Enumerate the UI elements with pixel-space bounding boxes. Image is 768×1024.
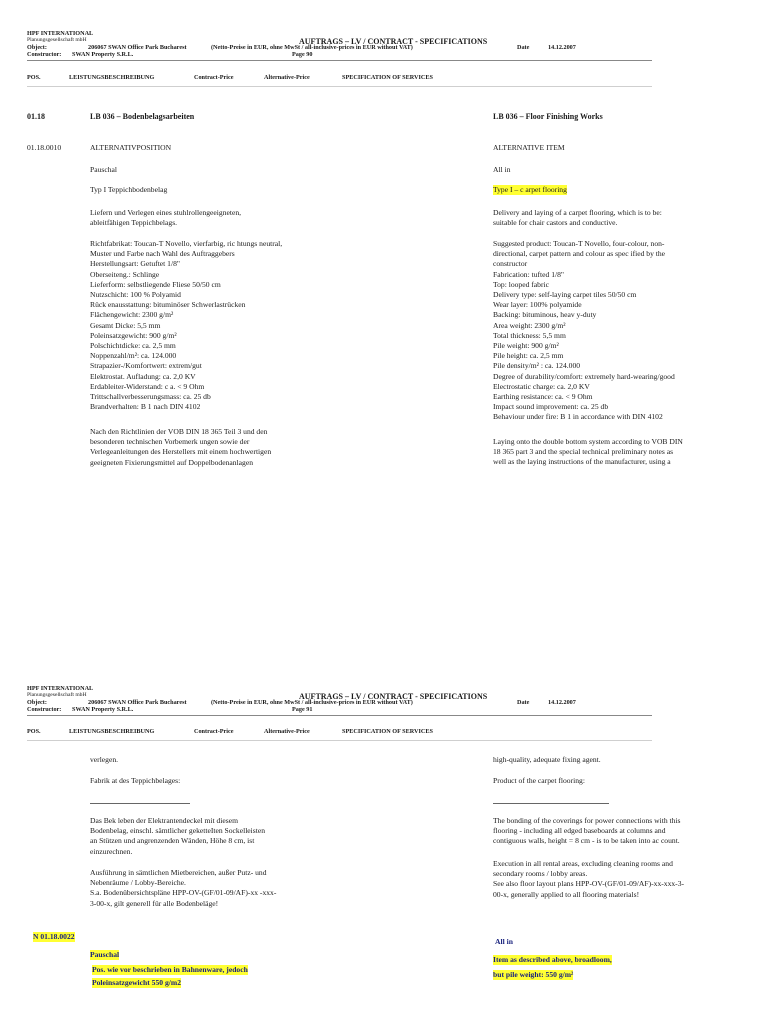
- spec-line: Wear layer: 100% polyamide: [493, 300, 582, 310]
- type-de: Typ I Teppichbodenbelag: [90, 185, 168, 194]
- price-note: (Netto-Preise in EUR, ohne MwSt / all-inclusive-prices in EUR without VAT): [211, 44, 413, 51]
- spec-line: Poleinsatzgewicht: 900 g/m²: [90, 330, 177, 340]
- doc-title: AUFTRAGS – LV / CONTRACT - SPECIFICATIONS: [299, 37, 488, 46]
- spec-line: Erdableiter-Widerstand: c a. < 9 Ohm: [90, 381, 205, 391]
- spec-line: Backing: bituminous, heav y-duty: [493, 310, 597, 320]
- spec-line: Degree of durability/comfort: extremely hard-wearing/good: [493, 371, 675, 381]
- section-title-en: LB 036 – Floor Finishing Works: [493, 112, 603, 121]
- n-desc-de-2: Poleinsatzgewicht 550 g/m2: [92, 978, 182, 987]
- alt-position-en: ALTERNATIVE ITEM: [493, 143, 565, 152]
- text-line: 18 365 part 3 and the special technical preliminary notes as: [493, 447, 674, 457]
- spec-line: Strapazier-/Komfortwert: extrem/gut: [90, 361, 202, 371]
- columns-rule: [27, 86, 652, 87]
- bonding-de: [90, 816, 265, 857]
- n-desc-en-2: but pile weight: 550 g/m²: [493, 970, 574, 979]
- header-rule: [27, 715, 652, 716]
- blank-line-de: [90, 798, 190, 804]
- date-value: 14.12.2007: [548, 699, 576, 706]
- text-line: suitable for chair castors and conductive.: [493, 218, 618, 228]
- intro-de: [90, 208, 241, 228]
- spec-line: Elektrostat. Aufladung: ca. 2,0 KV: [90, 371, 196, 381]
- constructor-label: Constructor:: [27, 706, 62, 713]
- date-label: Date: [517, 699, 530, 706]
- spec-line: Trittschallverbesserungsmass: ca. 25 db: [90, 392, 211, 402]
- constructor-value: SWAN Property S.R.L.: [72, 51, 134, 58]
- text-line: einzurechnen.: [90, 846, 133, 856]
- type-en: Type I – c arpet flooring: [493, 185, 567, 194]
- object-label: Object:: [27, 699, 47, 706]
- col-pos: POS.: [27, 728, 41, 735]
- company-subtitle: Planungsgesellschaft mbH: [27, 692, 87, 698]
- alt-position-de: ALTERNATIVPOSITION: [90, 143, 172, 152]
- object-label: Object:: [27, 44, 47, 51]
- text-line: an Stützen und angrenzenden Wänden, Höhe 8 cm, ist: [90, 836, 255, 846]
- spec-line: Noppenzahl/m²: ca. 124.000: [90, 351, 177, 361]
- constructor-label: Constructor:: [27, 51, 62, 58]
- columns-rule: [27, 740, 652, 741]
- text-line: S.a. Bodenübersichtspläne HPP-OV-(GF/01-09/AF)-xx -xxx-: [90, 888, 277, 898]
- object-value: 206067 SWAN Office Park Bucharest: [88, 699, 187, 706]
- n-item-pos: N 01.18.0022: [33, 932, 75, 941]
- text-line: Delivery and laying of a carpet flooring, which is to be:: [493, 208, 662, 217]
- date-value: 14.12.2007: [548, 44, 576, 51]
- col-specification: SPECIFICATION OF SERVICES: [342, 728, 433, 735]
- continuation-de: verlegen.: [90, 755, 119, 764]
- spec-line: Nutzschicht: 100 % Polyamid: [90, 290, 181, 300]
- n-pauschal-de: Pauschal: [90, 950, 120, 959]
- spec-list-de: [90, 239, 282, 412]
- item-pos: 01.18.0010: [27, 143, 62, 152]
- section-title-de: LB 036 – Bodenbelagsarbeiten: [90, 112, 195, 121]
- blank-underline: [493, 803, 609, 804]
- col-pos: POS.: [27, 74, 41, 81]
- spec-line: Lieferform: selbstliegende Fliese 50/50 cm: [90, 279, 221, 289]
- bonding-en: [493, 816, 680, 847]
- text-line: Nebenräume / Lobby-Bereiche.: [90, 878, 186, 888]
- spec-line: Area weight: 2300 g/m²: [493, 320, 566, 330]
- price-note: (Netto-Preise in EUR, ohne MwSt / all-inclusive-prices in EUR without VAT): [211, 699, 413, 706]
- spec-line: Pile weight: 900 g/m²: [493, 341, 559, 351]
- text-line: Laying onto the double bottom system according to VOB DIN: [493, 437, 683, 446]
- text-line: Bodenbelag, einschl. sämtlicher geketteIten Sockelleisten: [90, 826, 266, 836]
- section-pos: 01.18: [27, 112, 45, 121]
- execution-de: [90, 868, 276, 909]
- text-line: Execution in all rental areas, excluding cleaning rooms and: [493, 859, 673, 868]
- spec-line: Fabrication: tufted 1/8": [493, 269, 565, 279]
- doc-title: AUFTRAGS – LV / CONTRACT - SPECIFICATIONS: [299, 692, 488, 701]
- spec-line: Earthing resistance: ca. < 9 Ohm: [493, 392, 593, 402]
- text-line: well as the laying instructions of the manufacturer, using a: [493, 457, 671, 467]
- object-value: 206067 SWAN Office Park Bucharest: [88, 44, 187, 51]
- n-desc-de-1: Pos. wie vor beschrieben in Bahnenware, jedoch: [92, 965, 248, 974]
- spec-line: Impact sound improvement: ca. 25 db: [493, 402, 609, 412]
- spec-line: Pile height: ca. 2,5 mm: [493, 351, 564, 361]
- execution-en: [493, 859, 684, 900]
- company-name: HPF INTERNATIONAL: [27, 30, 94, 37]
- page-number: Page 91: [292, 706, 313, 713]
- text-line: secondary rooms / lobby areas.: [493, 869, 588, 879]
- col-alternative-price: Alternative-Price: [264, 728, 310, 735]
- blank-line-en: [493, 798, 609, 804]
- col-description: LEISTUNGSBESCHREIBUNG: [69, 728, 155, 735]
- text-line: Liefern und Verlegen eines stuhlrollengeeigneten,: [90, 208, 242, 217]
- spec-line: Polschichtdicke: ca. 2,5 mm: [90, 341, 176, 351]
- col-specification: SPECIFICATION OF SERVICES: [342, 74, 433, 81]
- spec-line: Electrostatic charge: ca. 2,0 KV: [493, 381, 590, 391]
- spec-line: Gesamt Dicke: 5,5 mm: [90, 320, 161, 330]
- text-line: The bonding of the coverings for power connections with this: [493, 816, 681, 825]
- text-line: geeigneten Fixierungsmittel auf Doppelbodenanlagen: [90, 457, 254, 467]
- text-line: Ausführung in sämtlichen Mietbereichen, außer Putz- und: [90, 868, 267, 877]
- text-line: 3-00-x, gilt generell für alle Bodenbeläge!: [90, 898, 219, 908]
- constructor-value: SWAN Property S.R.L.: [72, 706, 134, 713]
- text-line: Verlegeanleitungen des Herstellers mit einem hochwertigen: [90, 447, 272, 457]
- spec-line: Herstellungsart: Getuftet 1/8": [90, 259, 180, 269]
- spec-line: Total thickness: 5,5 mm: [493, 330, 566, 340]
- col-alternative-price: Alternative-Price: [264, 74, 310, 81]
- text-line: 00-x, generally applied to all flooring materials!: [493, 889, 640, 899]
- spec-list-en: [493, 239, 675, 423]
- fabrikat-en: Product of the carpet flooring:: [493, 776, 585, 785]
- company-subtitle: Planungsgesellschaft mbH: [27, 37, 87, 43]
- laying-en: [493, 437, 683, 468]
- spec-line: Muster und Farbe nach Wahl des Auftraggebers: [90, 249, 235, 259]
- n-allin-en: All in: [495, 937, 513, 946]
- intro-en: [493, 208, 662, 228]
- text-line: besonderen technischen Vorbemerk ungen sowie der: [90, 437, 250, 447]
- text-line: flooring - including all edged baseboards at columns and: [493, 826, 666, 836]
- col-contract-price: Contract-Price: [194, 74, 234, 81]
- col-contract-price: Contract-Price: [194, 728, 234, 735]
- spec-line: Brandverhalten: B 1 nach DIN 4102: [90, 402, 201, 412]
- page-number: Page 90: [292, 51, 313, 58]
- col-description: LEISTUNGSBESCHREIBUNG: [69, 74, 155, 81]
- pauschal-en: All in: [493, 165, 511, 174]
- spec-line: Top: looped fabric: [493, 279, 549, 289]
- date-label: Date: [517, 44, 530, 51]
- spec-line: constructor: [493, 259, 528, 269]
- spec-line: Flächengewicht: 2300 g/m²: [90, 310, 174, 320]
- laying-de: [90, 427, 271, 468]
- spec-line: Behaviour under fire: B 1 in accordance with DIN 4102: [493, 412, 663, 422]
- n-desc-en-1: Item as described above, broadloom,: [493, 955, 612, 964]
- continuation-en: high-quality, adequate fixing agent.: [493, 755, 601, 764]
- spec-line: Pile density/m² : ca. 124.000: [493, 361, 581, 371]
- spec-line: Delivery type: self-laying carpet tiles 50/50 cm: [493, 290, 637, 300]
- text-line: See also floor layout plans HPP-OV-(GF/01-09/AF)-xx-xxx-3-: [493, 879, 685, 889]
- header-rule: [27, 60, 652, 61]
- spec-line: Rück enausstattung: bituminöser Schwerlastrücken: [90, 300, 246, 310]
- company-name: HPF INTERNATIONAL: [27, 685, 94, 692]
- pauschal-de: Pauschal: [90, 165, 117, 174]
- text-line: Das Bek leben der Elektrantendeckel mit diesem: [90, 816, 239, 825]
- spec-line: Oberseiteng.: Schlinge: [90, 269, 160, 279]
- text-line: ableitfähigen Teppichbelags.: [90, 218, 178, 228]
- spec-line: Richtfabrikat: Toucan-T Novello, vierfarbig, ric htungs neutral,: [90, 239, 283, 248]
- spec-line: Suggested product: Toucan-T Novello, four-colour, non-: [493, 239, 665, 248]
- spec-line: directional, carpet pattern and colour as spec ified by the: [493, 249, 666, 259]
- text-line: Nach den Richtlinien der VOB DIN 18 365 Teil 3 und den: [90, 427, 268, 436]
- fabrikat-de: Fabrik at des Teppichbelages:: [90, 776, 181, 785]
- blank-underline: [90, 803, 190, 804]
- text-line: contiguous walls, height = 8 cm - is to be taken into ac count.: [493, 836, 680, 846]
